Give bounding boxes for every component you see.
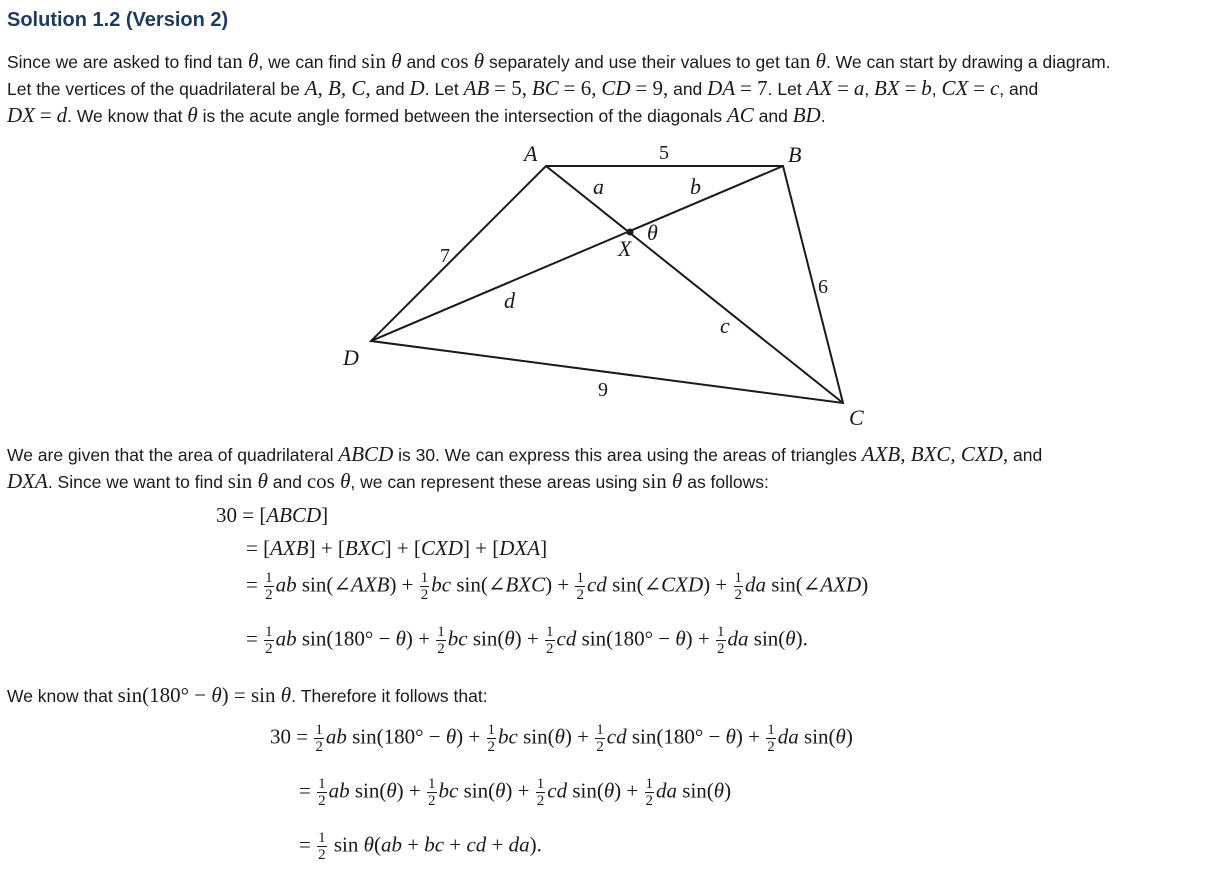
diagonal-ac bbox=[546, 166, 843, 403]
eq2-line-2: = $\frac{1}{2}$ ab sin(θ) + $\frac{1}{2}$ bc sin(θ) + $\frac{1}{2}$ cd sin(θ) + $\frac{1}{2}$ da sin(θ) bbox=[299, 776, 732, 809]
side-label-ab: 5 bbox=[659, 142, 669, 164]
area-line-2: DXA. Since we want to find sin θ and cos θ, we can represent these areas using sin θ as follows: bbox=[7, 469, 769, 493]
vertex-label-d: D bbox=[343, 345, 359, 370]
eq2-line-1: 30 = $\frac{1}{2}$ ab sin(180° − θ) + $\frac{1}{2}$ bc sin(θ) + $\frac{1}{2}$ cd sin(180° − θ) + $\frac{1}{2}$ da sin(θ) bbox=[270, 722, 853, 755]
identity-paragraph: We know that sin(180° − θ) = sin θ. Therefore it follows that: bbox=[7, 683, 488, 707]
eq1-line-2: = [AXB] + [BXC] + [CXD] + [DXA] bbox=[246, 536, 548, 560]
area-line-1: We are given that the area of quadrilateral ABCD is 30. We can express this area using the areas of triangles AXB, BXC, CXD, and bbox=[7, 442, 1043, 466]
intro-line-3: DX = d. We know that θ is the acute angle formed between the intersection of the diagonals AC and BD. bbox=[7, 103, 826, 127]
vertex-label-b: B bbox=[788, 142, 802, 167]
solution-title: Solution 1.2 (Version 2) bbox=[7, 9, 229, 31]
intro-line-1: Since we are asked to find tan θ, we can find sin θ and cos θ separately and use their values to get tan θ. We can start by drawing a diagram. bbox=[7, 49, 1111, 73]
eq2-line-3: = $\frac{1}{2}$ sin θ(ab + bc + cd + da). bbox=[299, 830, 542, 863]
quadrilateral-outline bbox=[371, 166, 843, 403]
vertex-label-c: C bbox=[849, 405, 864, 430]
area-paragraph bbox=[7, 441, 1042, 495]
point-label-x: X bbox=[618, 236, 632, 261]
segment-label-b: b bbox=[690, 174, 701, 199]
eq1-line-3: = $\frac{1}{2}$ ab sin(∠AXB) + $\frac{1}{2}$ bc sin(∠BXC) + $\frac{1}{2}$ cd sin(∠CXD) + $\frac{1}{2}$ da sin(∠AXD) bbox=[246, 570, 869, 603]
side-label-da: 7 bbox=[440, 245, 450, 267]
segment-label-d: d bbox=[504, 288, 515, 313]
side-label-bc: 6 bbox=[818, 276, 828, 298]
vertex-label-a: A bbox=[524, 141, 538, 166]
eq1-line-4: = $\frac{1}{2}$ ab sin(180° − θ) + $\frac{1}{2}$ bc sin(θ) + $\frac{1}{2}$ cd sin(180° − θ) + $\frac{1}{2}$ da sin(θ). bbox=[246, 624, 808, 657]
eq1-line-1: 30 = [ABCD] bbox=[216, 503, 329, 527]
segment-label-c: c bbox=[720, 313, 730, 338]
angle-label-theta: θ bbox=[647, 220, 658, 245]
intro-line-2: Let the vertices of the quadrilateral be A, B, C, and D. Let AB = 5, BC = 6, CD = 9, and DA = 7. Let AX = a, BX = b, CX = c, and bbox=[7, 76, 1039, 100]
intersection-point-x bbox=[627, 229, 634, 236]
segment-label-a: a bbox=[593, 174, 604, 199]
side-label-cd: 9 bbox=[598, 379, 608, 401]
